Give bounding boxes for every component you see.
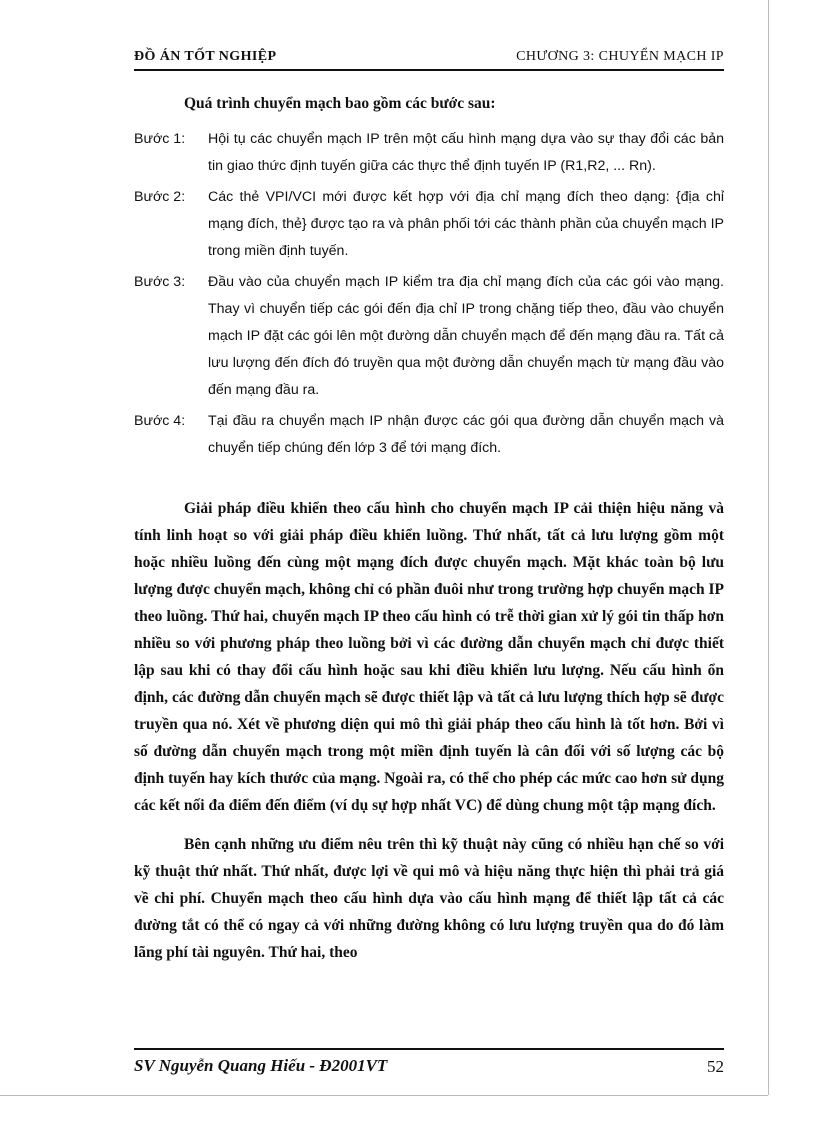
step-label: Bước 1:: [134, 131, 186, 147]
page-footer: [134, 1056, 724, 1082]
page-number: 52: [707, 1057, 724, 1076]
page-header: [134, 49, 724, 71]
footer-author: SV Nguyễn Quang Hiếu - Đ2001VT: [134, 1056, 388, 1075]
step-label: Bước 4:: [134, 413, 186, 429]
step-item: [134, 269, 724, 404]
page-border-right: [768, 0, 769, 1095]
body-text: [134, 495, 724, 978]
header-document-title: ĐỒ ÁN TỐT NGHIỆP: [134, 49, 277, 64]
header-chapter-title: CHƯƠNG 3: CHUYỂN MẠCH IP: [516, 49, 724, 64]
step-item: [134, 126, 724, 180]
header-divider: [134, 69, 724, 71]
steps-list: [134, 126, 724, 466]
step-text: Đầu vào của chuyển mạch IP kiểm tra địa chỉ mạng đích của các gói vào mạng. Thay vì chuyển tiếp các gói đến địa chỉ IP trong chặng tiếp theo, đầu vào chuyển mạch IP đặt các gói lên một đường dẫn chuyển mạch để đến mạng đầu ra. Tất cả lưu lượng đến đích đó truyền qua một đường dẫn chuyển mạch từ mạng đầu vào đến mạng đầu ra.: [208, 274, 724, 398]
step-label: Bước 2:: [134, 189, 186, 205]
step-text: Các thẻ VPI/VCI mới được kết hợp với địa chỉ mạng đích theo dạng: {địa chỉ mạng đích, thẻ} được tạo ra và phân phối tới các thành phần của chuyển mạch IP trong miền định tuyến.: [208, 189, 724, 259]
step-item: [134, 408, 724, 462]
intro-sentence: Quá trình chuyển mạch bao gồm các bước sau:: [184, 95, 496, 112]
step-text: Hội tụ các chuyển mạch IP trên một cấu hình mạng dựa vào sự thay đổi các bản tin giao thức định tuyến giữa các thực thể định tuyến IP (R1,R2, ... Rn).: [208, 131, 724, 174]
step-label: Bước 3:: [134, 274, 186, 290]
step-item: [134, 184, 724, 265]
footer-divider: [134, 1048, 724, 1050]
body-paragraph: Bên cạnh những ưu điểm nêu trên thì kỹ thuật này cũng có nhiều hạn chế so với kỹ thuật thứ nhất. Thứ nhất, được lợi về qui mô và hiệu năng thực hiện thì phải trả giá về chi phí. Chuyển mạch theo cấu hình dựa vào cấu hình mạng để thiết lập tất cả các đường tắt có thể có ngay cả với những đường không có lưu lượng truyền qua do đó làm lãng phí tài nguyên. Thứ hai, theo: [134, 836, 724, 961]
body-paragraph: Giải pháp điều khiển theo cấu hình cho chuyển mạch IP cải thiện hiệu năng và tính linh hoạt so với giải pháp điều khiển luồng. Thứ nhất, tất cả lưu lượng gồm một hoặc nhiều luồng đến cùng một mạng đích được chuyển mạch. Mặt khác toàn bộ lưu lượng được chuyển mạch, không chỉ có phần đuôi như trong trường hợp chuyển mạch IP theo luồng. Thứ hai, chuyển mạch IP theo cấu hình có trễ thời gian xử lý gói tin thấp hơn nhiều so với phương pháp theo luồng bởi vì các đường dẫn chuyển mạch chỉ được thiết lập sau khi có thay đổi cấu hình hoặc sau khi điều khiển lưu lượng. Nếu cấu hình ổn định, các đường dẫn chuyển mạch sẽ được thiết lập và tất cả lưu lượng thích hợp sẽ được truyền qua nó. Xét về phương diện qui mô thì giải pháp theo cấu hình là tốt hơn. Bởi vì số đường dẫn chuyển mạch trong một miền định tuyến là cân đối với số lượng các bộ định tuyến hay kích thước của mạng. Ngoài ra, có thể cho phép các mức cao hơn sử dụng các kết nối đa điểm đến điểm (ví dụ sự hợp nhất VC) để dùng chung một tập mạng đích.: [134, 500, 724, 814]
page-border-bottom: [0, 1095, 768, 1096]
step-text: Tại đầu ra chuyển mạch IP nhận được các gói qua đường dẫn chuyển mạch và chuyển tiếp chúng đến lớp 3 để tới mạng đích.: [208, 413, 724, 456]
